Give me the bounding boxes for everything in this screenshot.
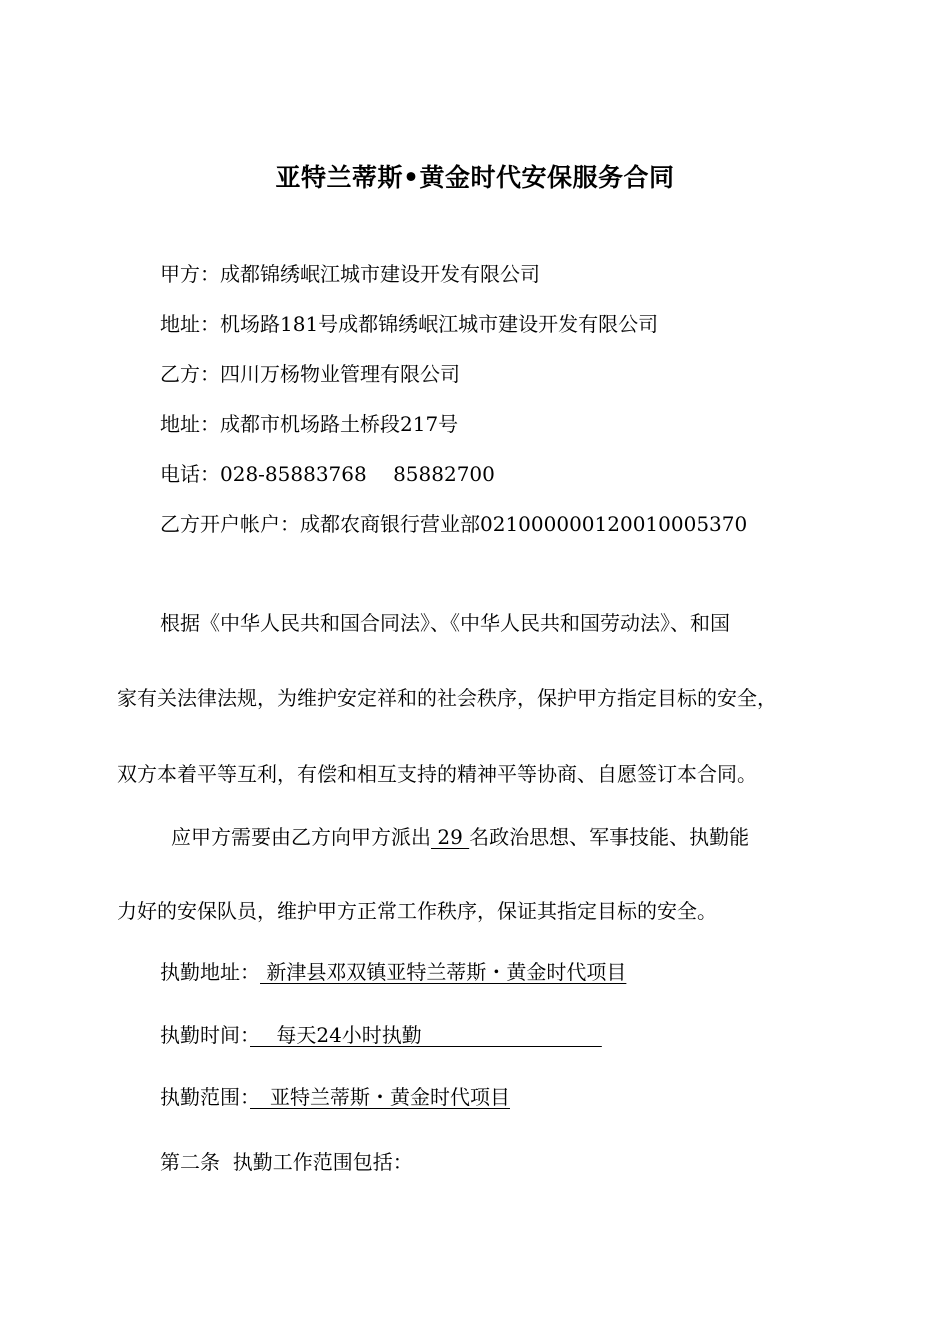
dispatch-line-2: 力好的安保队员，维护甲方正常工作秩序，保证其指定目标的安全。 (117, 899, 717, 923)
phone-number: 028-85883768 85882700 (220, 462, 495, 486)
party-a-address-line (160, 310, 658, 338)
party-a-address: 机场路181号成都锦绣岷江城市建设开发有限公司 (220, 312, 659, 336)
party-a-label: 甲方： (160, 262, 220, 286)
preamble-line: 根据《中华人民共和国合同法》、《中华人民共和国劳动法》、和国 (160, 611, 730, 635)
account-number: 成都农商银行营业部021000000120010005370 (300, 512, 748, 536)
party-b-address-label: 地址： (160, 412, 220, 436)
duty-time-line (160, 1021, 602, 1049)
dispatch-text-after: 名政治思想、军事技能、执勤能 (469, 825, 750, 849)
phone-line (160, 460, 495, 488)
dispatch-text-before: 应甲方需要由乙方向甲方派出 (171, 825, 431, 849)
account-label: 乙方开户帐户： (160, 512, 300, 536)
duty-scope: 亚特兰蒂斯・黄金时代项目 (250, 1085, 510, 1109)
party-b-name: 四川万杨物业管理有限公司 (220, 362, 460, 386)
preamble-line: 家有关法律法规，为维护安定祥和的社会秩序，保护甲方指定目标的安全， (117, 686, 777, 710)
duty-location: 新津县邓双镇亚特兰蒂斯・黄金时代项目 (260, 960, 627, 984)
party-b-address-line (160, 410, 458, 438)
preamble-line: 双方本着平等互利，有偿和相互支持的精神平等协商、自愿签订本合同。 (117, 762, 757, 786)
dispatch-line (171, 823, 749, 851)
party-a-address-label: 地址： (160, 312, 220, 336)
guard-count: 29 (431, 825, 470, 849)
duty-location-line (160, 958, 626, 986)
party-b-label: 乙方： (160, 362, 220, 386)
party-a-name: 成都锦绣岷江城市建设开发有限公司 (220, 262, 540, 286)
duty-scope-line (160, 1083, 510, 1111)
party-a-line (160, 260, 540, 288)
party-b-line (160, 360, 460, 388)
duty-time: 每天24小时执勤 (250, 1023, 602, 1047)
account-line (160, 510, 747, 538)
article-2-heading: 第二条 执勤工作范围包括： (160, 1150, 413, 1174)
duty-scope-label: 执勤范围： (160, 1085, 250, 1109)
duty-location-label: 执勤地址： (160, 960, 260, 984)
party-b-address: 成都市机场路土桥段217号 (220, 412, 459, 436)
duty-time-label: 执勤时间： (160, 1023, 250, 1047)
phone-label: 电话： (160, 462, 220, 486)
document-title: 亚特兰蒂斯•黄金时代安保服务合同 (275, 163, 675, 192)
